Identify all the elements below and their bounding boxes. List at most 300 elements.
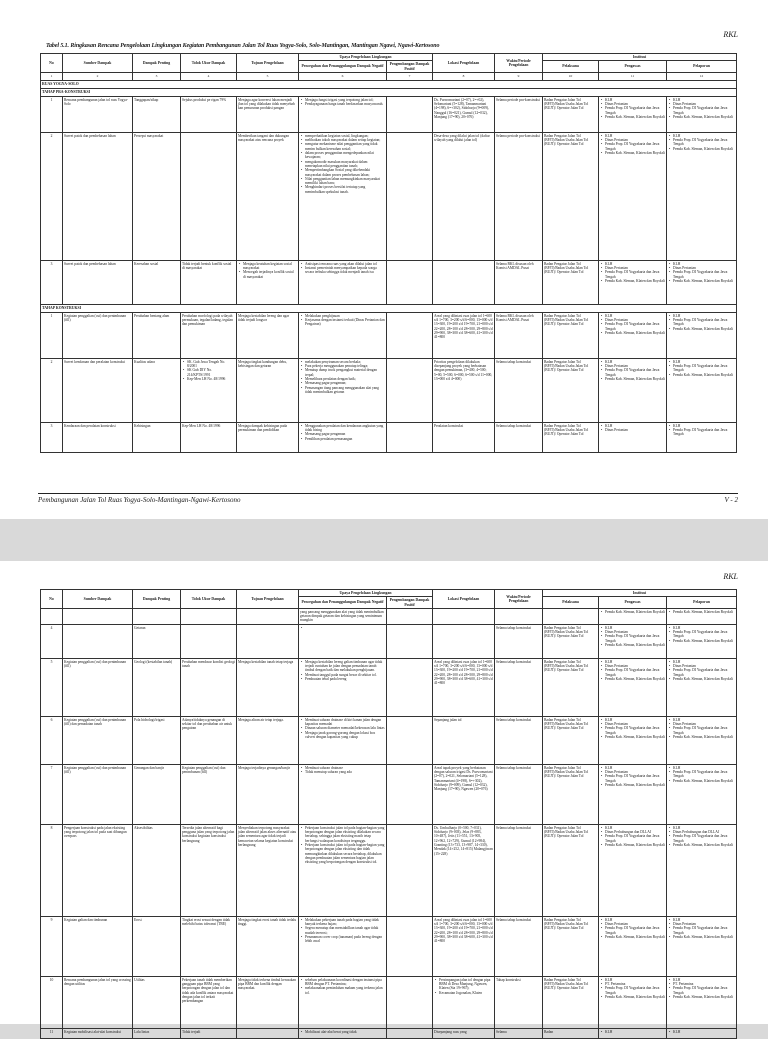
list-item: • Dinas Pertanian bbox=[605, 364, 665, 368]
cell-lokasi bbox=[433, 260, 495, 304]
col-header-lokasi: Lokasi Pengelolaan bbox=[433, 590, 495, 609]
list-item: • Pemda Kab. Sleman, Klaten dan Boyolali bbox=[673, 147, 735, 151]
cell-pengawas bbox=[599, 608, 667, 624]
table-row bbox=[41, 716, 737, 764]
list-item: • Pendayagunaan harga tanah berdasarkan musyawarah. bbox=[305, 102, 385, 106]
list-item: • Para pekerja menggunakan penutup telinga; bbox=[305, 364, 385, 368]
list-item: • Pemda Kab. Sleman, Klaten dan Boyolali bbox=[605, 935, 665, 939]
list-item: • Pekerjaan konstruksi jalan tol pada bagian-bagian yang berpotongan dengan jalan eksisting dilakukan secara bertahap, sehingga jalan eksisting masih tetap berfungsi walaupun kondisinya terganggu. bbox=[305, 826, 385, 843]
col-header-tolok: Tolok Ukur Dampak bbox=[181, 590, 237, 609]
list-item: • KLH bbox=[605, 98, 665, 102]
list-item: • Pemda Kab. Sleman, Klaten dan Boyolali bbox=[605, 643, 665, 647]
list-item: • Pemda Kab. Sleman, Klaten dan Boyolali bbox=[605, 279, 665, 283]
table-row bbox=[41, 132, 737, 260]
cell-pencegahan: yang pancang menggunakan alat yang tidak menimbulkan getaran dimpak getaran dan kebisingan yang seminimum mungkin bbox=[299, 608, 387, 624]
list-item: • KLH bbox=[673, 826, 735, 830]
pelaporan-list bbox=[668, 1030, 735, 1034]
cell-tujuan bbox=[237, 1028, 299, 1038]
rkl-table-1 bbox=[40, 53, 737, 453]
pengawas-list bbox=[600, 660, 665, 681]
col-header-pengawas: Pengawas bbox=[599, 61, 667, 73]
cell-pelaksana: Badan Pengatur Jalan Tol (BPJT)/Badan Usaha Jalan Tol (BUJT)/ Operator Jalan Tol bbox=[543, 132, 599, 260]
list-item: • KLH bbox=[673, 98, 735, 102]
list-item: • Dinas Pertanian bbox=[605, 138, 665, 142]
list-item: • Kep-Men LH No. 48/1996 bbox=[187, 377, 235, 381]
cell-tujuan: Menyediakan terpotong masyarakat jalan alternatif jalan akses alternatif atau jalan sementara agar tidak terjadi kemacetan selama kegiatan konstruksi berlangsung bbox=[237, 824, 299, 916]
cell-lokasi: Areal yang dilintasi ruas jalan tol 1=600 s/d 1=700, 3=200 s/d 6=000, 13=000 s/d 13=300, 19=200 s/d 19=700, 21=000 s/d 22=200, 28=100 s/d 28=500, 29=800 s/d 29=900, 38=300 s/d 38=600, 41=300 s/d 41=800 bbox=[433, 312, 495, 358]
list-item: • KLH bbox=[605, 360, 665, 364]
list-item: • Mempertimbangkan Sosial yang dikehendaki masyarakat dalam proses pembebasan lahan; bbox=[305, 168, 385, 177]
cell-tujuan: Menjaga aliran air tetap terjaga. bbox=[237, 716, 299, 764]
list-item: • Dinas Pertanian bbox=[605, 770, 665, 774]
pengawas-list bbox=[600, 718, 665, 739]
cell-pelaporan bbox=[667, 358, 737, 422]
cell-pelaksana: Badan Pengatur Jalan Tol (BPJT)/Badan Usaha Jalan Tol (BUJT)/ Operator Jalan Tol bbox=[543, 96, 599, 132]
list-item: • Dinas Pertanian bbox=[605, 266, 665, 270]
cell-pengawas bbox=[599, 976, 667, 1028]
cell-pengembangan bbox=[387, 1028, 433, 1038]
cell-waktu: Selama tahap konstruksi bbox=[495, 422, 543, 452]
list-item: • Pekerjaan konstruksi jalan tol pada bagian-bagian yang berpotongan dengan jalan eksisting dan tidak memungkinkan dilakukan secara bertahap, dilakukan dengan pembuatan jalan sementara bagian jalan eksisting yang berpotongan dengan konstruksi tol. bbox=[305, 843, 385, 864]
cell-pelaksana: Badan bbox=[543, 1028, 599, 1038]
list-item: • KLH bbox=[673, 1030, 735, 1034]
pelaporan-list bbox=[668, 314, 735, 331]
pengawas-list bbox=[600, 98, 665, 119]
col-header-dampak: Dampak Penting bbox=[133, 54, 181, 73]
list-item: • Melakukan penghijauan bbox=[305, 314, 385, 318]
cell-pencegahan bbox=[299, 422, 387, 452]
cell-pencegahan bbox=[299, 916, 387, 976]
list-item: • Membuat saluran drainase bbox=[305, 766, 385, 770]
cell-pengembangan bbox=[387, 608, 433, 624]
cell-sumber: Kegiatan penggalian (cut) dan penimbunan (fill) bbox=[63, 658, 133, 716]
cell-tujuan bbox=[237, 624, 299, 658]
pelaporan-list bbox=[668, 98, 735, 119]
list-item: • melaksanakan pemindahan makam yang terkena jalan tol. bbox=[305, 986, 385, 995]
cell-pencegahan bbox=[299, 312, 387, 358]
list-item: • Dinas Pertanian bbox=[673, 266, 735, 270]
cell-pengembangan bbox=[387, 824, 433, 916]
cell-sumber: Pengerjaan konstruksi pada jalan eksisting yang terpotong jalan tol pada saat dibangun overpass bbox=[63, 824, 133, 916]
pengawas-list bbox=[600, 1030, 665, 1034]
pengawas-list bbox=[600, 626, 665, 647]
cell-sumber: Kegiatan penggalian (cut) dan penimbunan (fill) bbox=[63, 764, 133, 824]
column-number: 3 bbox=[133, 72, 181, 80]
list-item: • Pemda Prop. DI Yogyakarta dan Jawa Tengah bbox=[605, 834, 665, 843]
cell-pengembangan bbox=[387, 658, 433, 716]
list-item: • Pemda Kab. Sleman, Klaten dan Boyolali bbox=[605, 735, 665, 739]
cell-pelaporan bbox=[667, 608, 737, 624]
cell-pelaporan bbox=[667, 422, 737, 452]
column-number: 8 bbox=[433, 72, 495, 80]
cell-waktu: Tahap konstruksi bbox=[495, 976, 543, 1028]
cell-pencegahan bbox=[299, 1028, 387, 1038]
list-item: • Pemda Prop. DI Yogyakarta dan Jawa Tengah bbox=[673, 270, 735, 279]
cell-waktu: Selama tahap konstruksi bbox=[495, 764, 543, 824]
cell-tolok: Kep-Men LH No. 48/1996 bbox=[181, 422, 237, 452]
table-title: Tabel 5.1. Ringkasan Rencana Pengelolaan Lingkungan Kegiatan Pembangunan Jalan Tol Ruas Yogya-Solo, Solo-Mantingan, Mantingan Ngawi, Ngawi-Kertosono bbox=[46, 43, 440, 49]
section-row-ruas: RUAS YOGYA-SOLO bbox=[41, 80, 737, 88]
list-item: • Pemda Kab. Sleman, Klaten dan Boyolali bbox=[605, 377, 665, 381]
list-item: • Kerjasama dengan instansi terkait (Dinas Pertanian dan Pengairan) bbox=[305, 318, 385, 327]
col-header-sumber: Sumber Dampak bbox=[63, 590, 133, 609]
list-item: • Pemda Kab. Sleman, Klaten dan Boyolali bbox=[673, 935, 735, 939]
cell-pengawas bbox=[599, 824, 667, 916]
cell-lokasi: Sepanjang jalan tol bbox=[433, 716, 495, 764]
page-gap bbox=[0, 519, 768, 561]
tolok-list bbox=[182, 360, 235, 381]
list-item: • KLH bbox=[605, 626, 665, 630]
list-item: • Menggunakan peralatan dan kendaraan angkutan yang tidak bising bbox=[305, 424, 385, 433]
cell-lokasi: Peralatan konstruksi bbox=[433, 422, 495, 452]
cell-dampak: Utilitas bbox=[133, 976, 181, 1028]
list-item: • Pemda Prop. DI Yogyakarta dan Jawa Tengah bbox=[673, 726, 735, 735]
list-item: • melibatkan tokoh masyarakat dalam setiap kegiatan; bbox=[305, 138, 385, 142]
running-header: RKL bbox=[723, 30, 738, 39]
list-item: • Pemda Kab. Sleman, Klaten dan Boyolali bbox=[605, 677, 665, 681]
page-footer bbox=[38, 493, 738, 504]
cell-pelaksana: Badan Pengatur Jalan Tol (BPJT)/Badan Usaha Jalan Tol (BUJT)/ Operator Jalan Tol bbox=[543, 824, 599, 916]
list-item: • KLH bbox=[673, 766, 735, 770]
cell-pengawas bbox=[599, 260, 667, 304]
cell-sumber: Kendaraan dan peralatan konstruksi bbox=[63, 422, 133, 452]
cell-tujuan: Menjaga tingkat erosi tanah tidak terlalu tinggi. bbox=[237, 916, 299, 976]
pencegahan-list bbox=[300, 918, 385, 944]
list-item: • PT. Pertamina bbox=[673, 982, 735, 986]
list-item: • Segera menutup dan menstabilkan tanah agar tidak mudah tererosi; bbox=[305, 926, 385, 935]
list-item: • Pemda Kab. Sleman, Klaten dan Boyolali bbox=[605, 995, 665, 999]
cell-pencegahan bbox=[299, 260, 387, 304]
cell-dampak: Pola hidrologi/irigasi bbox=[133, 716, 181, 764]
pencegahan-list bbox=[300, 424, 385, 441]
list-item: • Penanaman cover crop (tanaman) pada lereng dengan lebih awal bbox=[305, 935, 385, 944]
cell-sumber: Kegiatan galian dan timbunan bbox=[63, 916, 133, 976]
pengawas-list bbox=[600, 360, 665, 381]
cell-sumber: Rencana pembangunan jalan tol yang crossing dengan utilitas bbox=[63, 976, 133, 1028]
pencegahan-list bbox=[300, 766, 385, 775]
list-item: • Instansi pemerintah menyampaikan kepada warga secara terbuka sehingga tidak menjadi tanah isu bbox=[305, 266, 385, 275]
column-number: 2 bbox=[63, 72, 133, 80]
list-item: • Dinas Pertanian bbox=[673, 664, 735, 668]
list-item: • sebelum pelaksanaan koordinasi dengan instansi pipa BBM dengan PT. Pertamina; bbox=[305, 978, 385, 987]
list-item: • KLH bbox=[605, 718, 665, 722]
list-item: • Dinas Pertanian bbox=[605, 722, 665, 726]
table-row bbox=[41, 608, 737, 624]
cell-no: 11 bbox=[41, 1028, 63, 1038]
cell-tujuan: Menjaga dampak kebisingan pada permukiman dan pendidikan bbox=[237, 422, 299, 452]
list-item: • Pemda Prop. DI Yogyakarta dan Jawa Tengah bbox=[673, 106, 735, 115]
column-number-row bbox=[41, 72, 737, 80]
col-header-lokasi: Lokasi Pengelolaan bbox=[433, 54, 495, 73]
cell-pelaporan bbox=[667, 624, 737, 658]
cell-pelaksana: Badan Pengatur Jalan Tol (BPJT)/Badan Usaha Jalan Tol (BUJT)/ Operator Jalan Tol bbox=[543, 716, 599, 764]
pencegahan-list bbox=[300, 314, 385, 327]
col-header-pengembangan: Pengembangan Dampak Positif bbox=[387, 597, 433, 609]
list-item: • Pemda Kab. Sleman, Klaten dan Boyolali bbox=[673, 677, 735, 681]
list-item: • Dinas Perhubungan dan DLLAJ bbox=[605, 830, 665, 834]
list-item: • melakukan penyiraman secara berkala; bbox=[305, 360, 385, 364]
column-number: 11 bbox=[599, 72, 667, 80]
cell-dampak: Lalu lintas bbox=[133, 1028, 181, 1038]
cell-lokasi: Ds. Purwomartani (2=07), 2=+02), Selomartani (5=128), Tamanmartani (4=198), 6=+302), Sidoharjo (9=009), Nanggul (16=021), Gumul (12=032), Manjung (17=90), 20+076) bbox=[433, 96, 495, 132]
pengawas-list bbox=[600, 978, 665, 999]
table-row bbox=[41, 624, 737, 658]
cell-tolok: Perubahan morfologi pada wilayah permukaan, tegalan/ladang, tegalan dan pemukiman bbox=[181, 312, 237, 358]
cell-pelaporan bbox=[667, 764, 737, 824]
cell-pelaksana bbox=[543, 608, 599, 624]
cell-tujuan: Menjaga tidak terkena timbul kerusakan pipa BBM dan konflik dengan masyarakat. bbox=[237, 976, 299, 1028]
cell-waktu: Selama BKL disusun oleh Komisi AMDAL Pusat bbox=[495, 260, 543, 304]
col-header-institusi: Institusi bbox=[543, 590, 737, 597]
cell-pelaporan bbox=[667, 716, 737, 764]
cell-waktu bbox=[495, 608, 543, 624]
cell-pengawas bbox=[599, 132, 667, 260]
pengawas-list bbox=[600, 424, 665, 433]
col-header-no: No bbox=[41, 590, 63, 609]
cell-lokasi bbox=[433, 624, 495, 658]
list-item: • Melakukan pekerjaan tanah pada bagian yang tidak banyak terkena hujan; bbox=[305, 918, 385, 927]
pencegahan-list bbox=[300, 1030, 385, 1034]
table-row bbox=[41, 916, 737, 976]
cell-sumber: Survei patok dan pembebasan lahan bbox=[63, 260, 133, 304]
header-row bbox=[41, 590, 737, 597]
cell-dampak: Perubahan bentang alam bbox=[133, 312, 181, 358]
pelaporan-list bbox=[668, 424, 735, 437]
list-item: • Dinas Pertanian bbox=[605, 630, 665, 634]
list-item: • SK. Gub Jawa Tengah No. 8/2001 bbox=[187, 360, 235, 369]
col-header-pelaporan: Pelaporan bbox=[667, 597, 737, 609]
cell-pelaksana: Badan Pengatur Jalan Tol (BPJT)/Badan Usaha Jalan Tol (BUJT)/ Operator Jalan Tol bbox=[543, 916, 599, 976]
list-item: • Menjaga kestabilan lereng galian timbunan agar tidak terjadi runtuhan ke jalan dengan pemadatan tanah timbul dengan baik dan melakukan penghijauan. bbox=[305, 660, 385, 673]
cell-waktu: Selama BKL disusun oleh Komisi AMDAL Pusat bbox=[495, 312, 543, 358]
list-item: • KLH bbox=[605, 134, 665, 138]
list-item: • KLH bbox=[673, 134, 735, 138]
pelaporan-list bbox=[668, 826, 735, 847]
cell-sumber: Survei patok dan pembebasan lahan bbox=[63, 132, 133, 260]
cell-pencegahan bbox=[299, 132, 387, 260]
col-header-pengawas: Pengawas bbox=[599, 597, 667, 609]
cell-sumber: Kegiatan penggalian (cut) dan penimbunan (fill) bbox=[63, 312, 133, 358]
col-header-tolok: Tolok Ukur Dampak bbox=[181, 54, 237, 73]
pencegahan-list bbox=[300, 978, 385, 995]
list-item: • Dinas Pertanian bbox=[605, 102, 665, 106]
cell-pengembangan bbox=[387, 260, 433, 304]
cell-waktu: Selama tahap konstruksi bbox=[495, 658, 543, 716]
list-item: • Pemda Prop. DI Yogyakarta dan Jawa Tengah bbox=[673, 428, 735, 437]
cell-pengawas bbox=[599, 716, 667, 764]
cell-sumber: Kegiatan mobilisasi alat-alat konstruksi bbox=[63, 1028, 133, 1038]
col-header-waktu: Waktu/Periode Pengelolaan bbox=[495, 54, 543, 73]
cell-waktu: Selama periode pra-konstruksi bbox=[495, 132, 543, 260]
cell-no: 9 bbox=[41, 916, 63, 976]
cell-tolok: Perubahan mendasar kondisi geologi tanah bbox=[181, 658, 237, 716]
cell-lokasi bbox=[433, 608, 495, 624]
list-item: • Mobilisasi alat-alat berat yang tidak bbox=[305, 1030, 385, 1034]
list-item: • Pemda Kab. Sleman, Klaten dan Boyolali bbox=[673, 610, 735, 614]
column-number: 6 bbox=[299, 72, 387, 80]
table-row bbox=[41, 422, 737, 452]
cell-tujuan: Menjaga agar konversi lahan menjadi jlan tol yang dilakukan tidak menyebab kan penurunan produksi pangan bbox=[237, 96, 299, 132]
cell-lokasi: Disepanjang ruas yang bbox=[433, 1028, 495, 1038]
pengawas-list bbox=[600, 766, 665, 787]
list-item: • Pemda Kab. Sleman, Klaten dan Boyolali bbox=[673, 995, 735, 999]
table-row bbox=[41, 976, 737, 1028]
lokasi-list bbox=[434, 978, 493, 995]
list-item: • Tidak menutup saluran yang ada bbox=[305, 770, 385, 774]
list-item: • KLH bbox=[605, 766, 665, 770]
list-item: • Pemda Prop. DI Yogyakarta dan Jawa Tengah bbox=[605, 726, 665, 735]
list-item: • Dinaan saluran diameter memadai/kekerasan lalu lintas bbox=[305, 726, 385, 730]
cell-tujuan: Memberikan tangani dan dukungan masyarakat atas rencana proyek bbox=[237, 132, 299, 260]
list-item: • Pemda Prop. DI Yogyakarta dan Jawa Tengah bbox=[605, 322, 665, 331]
cell-tujuan: Menjaga kestabilan tanah tetap terjaga bbox=[237, 658, 299, 716]
col-header-upaya: Upaya Pengelolaan Lingkungan bbox=[299, 54, 433, 61]
pengawas-list bbox=[600, 610, 665, 614]
list-item: • KLH bbox=[673, 660, 735, 664]
cell-tolok bbox=[181, 624, 237, 658]
list-item: • Dinas Pertanian bbox=[673, 722, 735, 726]
cell-pelaporan bbox=[667, 824, 737, 916]
cell-no: 3 bbox=[41, 422, 63, 452]
stage-row-pra-konstruksi: TAHAP PRA-KONSTRUKSI bbox=[41, 88, 737, 96]
cell-tolok bbox=[181, 132, 237, 260]
cell-pelaporan bbox=[667, 260, 737, 304]
table-row bbox=[41, 96, 737, 132]
list-item: • Pemda Prop. DI Yogyakarta dan Jawa Tengah bbox=[605, 270, 665, 279]
cell-pengembangan bbox=[387, 624, 433, 658]
pengawas-list bbox=[600, 918, 665, 939]
list-item: • Membuat saluran drainase di kiri kanan jalan dengan kapasitas memadai bbox=[305, 718, 385, 727]
pengawas-list bbox=[600, 134, 665, 155]
column-number: 12 bbox=[667, 72, 737, 80]
cell-pengawas bbox=[599, 658, 667, 716]
cell-tolok: Tidak terjadi bbox=[181, 1028, 237, 1038]
cell-tolok: Adanya/tidaknya genangan di sekitar tol dan perubahan air untuk pengairan bbox=[181, 716, 237, 764]
cell-pengawas bbox=[599, 764, 667, 824]
list-item: • Pemda Prop. DI Yogyakarta dan Jawa Tengah bbox=[673, 834, 735, 843]
pencegahan-list bbox=[300, 718, 385, 739]
pencegahan-list bbox=[300, 660, 385, 681]
table-row bbox=[41, 312, 737, 358]
cell-tujuan: Menjaga kestabilan lereng dan agar tidak terjadi longsor bbox=[237, 312, 299, 358]
cell-lokasi: Prioritas pengelolaan dilakukan disepanjang proyek yang berbatasan dengan pemukiman, (3=400, 4=500; 5=00, 5=500, 6=000, 6=500 s/d 11=000, 13=000 s/d 4=000) bbox=[433, 358, 495, 422]
cell-pelaksana: Badan Pengatur Jalan Tol (BPJT)/Badan Usaha Jalan Tol (BUJT)/ Operator Jalan Tol bbox=[543, 312, 599, 358]
cell-dampak: Kualitas udara bbox=[133, 358, 181, 422]
cell-lokasi: Areal yang dilintasi ruas jalan tol 1=600 s/d 1=700, 3=200 s/d 6=000, 13=000 s/d 13=300, 19=200 s/d 19=700, 21=000 s/d 22=200, 28=100 s/d 28=500, 29=800 s/d 29=900, 38=300 s/d 38=600, 41=300 s/d 41=800 bbox=[433, 916, 495, 976]
list-item: • Antisipasi rencana ruas yang akan dilalui jalan tol bbox=[305, 262, 385, 266]
list-item: • dalam proses penggantian mengedepankan nilai kewajaran; bbox=[305, 151, 385, 160]
cell-lokasi: Areal yang dilintasi ruas jalan tol 1=600 s/d 1=700, 3=200 s/d 6=000, 13=000 s/d 13=300, 19=200 s/d 19=700, 21=000 s/d 22=200, 28=100 s/d 28=500, 29=800 s/d 29=900, 38=300 s/d 38=600, 41=300 s/d 41=800 bbox=[433, 658, 495, 716]
list-item: • Menjaga fungsi irigasi yang terpotong jalan tol; bbox=[305, 98, 385, 102]
cell-tujuan: Menjaga tingkat kandungan debu, kebisingan dan getaran bbox=[237, 358, 299, 422]
header-row bbox=[41, 54, 737, 61]
col-header-institusi: Institusi bbox=[543, 54, 737, 61]
list-item: • Pemda Prop. DI Yogyakarta dan Jawa Tengah bbox=[605, 986, 665, 995]
cell-pengawas bbox=[599, 96, 667, 132]
list-item: • Pemda Prop. DI Yogyakarta dan Jawa Tengah bbox=[673, 138, 735, 147]
cell-pelaksana: Badan Pengatur Jalan Tol (BPJT)/Badan Usaha Jalan Tol (BUJT)/ Operator Jalan Tol bbox=[543, 764, 599, 824]
pencegahan-list bbox=[300, 98, 385, 107]
cell-pengembangan bbox=[387, 764, 433, 824]
pelaporan-list bbox=[668, 660, 735, 681]
pelaporan-list bbox=[668, 918, 735, 939]
list-item: • KLH bbox=[673, 626, 735, 630]
cell-waktu: Selama bbox=[495, 1028, 543, 1038]
col-header-pelaporan: Pelaporan bbox=[667, 61, 737, 73]
cell-pelaksana: Badan Pengatur Jalan Tol (BPJT)/Badan Usaha Jalan Tol (BUJT)/ Operator Jalan Tol bbox=[543, 658, 599, 716]
pelaporan-list bbox=[668, 718, 735, 739]
col-header-waktu: Waktu/Periode Pengelolaan bbox=[495, 590, 543, 609]
table-row bbox=[41, 358, 737, 422]
col-header-tujuan: Tujuan Pengelolaan bbox=[237, 54, 299, 73]
col-header-sumber: Sumber Dampak bbox=[63, 54, 133, 73]
pencegahan-list bbox=[300, 826, 385, 865]
table-row bbox=[41, 764, 737, 824]
column-number: 1 bbox=[41, 72, 63, 80]
list-item: • Pemda Kab. Sleman, Klaten dan Boyolali bbox=[605, 151, 665, 155]
list-item: • Pemda Prop. DI Yogyakarta dan Jawa Tengah bbox=[673, 926, 735, 935]
cell-pencegahan bbox=[299, 624, 387, 658]
list-item: • Dinas Pertanian bbox=[605, 922, 665, 926]
cell-pelaksana: Badan Pengatur Jalan Tol (BPJT)/Badan Usaha Jalan Tol (BUJT)/ Operator Jalan Tol bbox=[543, 422, 599, 452]
list-item: • Pemda Prop. DI Yogyakarta dan Jawa Tengah bbox=[673, 630, 735, 639]
cell-pelaporan bbox=[667, 916, 737, 976]
cell-lokasi: Desa-desa yang dilalui jalan tol (daftar wilayah yang dilalui jalan tol) bbox=[433, 132, 495, 260]
cell-pencegahan bbox=[299, 716, 387, 764]
cell-no: 1 bbox=[41, 312, 63, 358]
list-item: • KLH bbox=[605, 826, 665, 830]
cell-tolok bbox=[181, 358, 237, 422]
pencegahan-list bbox=[300, 262, 385, 275]
cell-waktu: Selama tahap konstruksi bbox=[495, 358, 543, 422]
cell-pengembangan bbox=[387, 976, 433, 1028]
list-item: • memperhatikan kegiatan sosial, lingkungan; bbox=[305, 134, 385, 138]
cell-tolok bbox=[181, 608, 237, 624]
list-item: • Pemda Kab. Sleman, Klaten dan Boyolali bbox=[605, 610, 665, 614]
list-item: • Membuat tanggul pada sungai besar di sekitar tol. bbox=[305, 673, 385, 677]
list-item: • mengakomodir masukan masyarakat dalam menetapkan nilai penggantian tanah; bbox=[305, 160, 385, 169]
list-item: • Dinas Perhubungan dan DLLAJ bbox=[673, 830, 735, 834]
page-number: V - 2 bbox=[724, 496, 738, 504]
cell-tolok: Tingkat erosi sesuai dengan tidak melebihi batas toleransi (TBE) bbox=[181, 916, 237, 976]
list-item: • Menjaga jarak gorong-gorong dengan lokasi box culvert dengan kapasitas yang cukup bbox=[305, 731, 385, 740]
cell-waktu: Selama tahap konstruksi bbox=[495, 624, 543, 658]
list-item: • Pemda Prop. DI Yogyakarta dan Jawa Tengah bbox=[605, 142, 665, 151]
pengawas-list bbox=[600, 826, 665, 847]
list-item: • Pemda Kab. Sleman, Klaten dan Boyolali bbox=[673, 779, 735, 783]
cell-pelaporan bbox=[667, 658, 737, 716]
table-row bbox=[41, 824, 737, 916]
list-item: • SK Gub DIY No. 214/KPTS/1991 bbox=[187, 368, 235, 377]
list-item: • KLH bbox=[605, 660, 665, 664]
list-item: • Persimpangan jalan tol dengan pipa BBM di Desa Manjung, Ngawen, Klaten (Sta 19+967); bbox=[439, 978, 493, 991]
list-item: • KLH bbox=[605, 918, 665, 922]
cell-pengawas bbox=[599, 916, 667, 976]
cell-pengembangan bbox=[387, 96, 433, 132]
cell-tolok: Sejulus produksi pe rigan 79% bbox=[181, 96, 237, 132]
cell-pelaporan bbox=[667, 312, 737, 358]
col-header-pelaksana: Pelaksana bbox=[543, 61, 599, 73]
cell-no bbox=[41, 608, 63, 624]
pengawas-list bbox=[600, 314, 665, 335]
list-item: • Menghindari proses bersifat tertutup yang menimbulkan spekulasi tanah. bbox=[305, 185, 385, 194]
col-header-upaya: Upaya Pengelolaan Lingkungan bbox=[299, 590, 433, 597]
cell-pengembangan bbox=[387, 132, 433, 260]
cell-lokasi: Ds. Umbulharjo (0+500, 7+031), Sidoharjo (9+003), Jelas (9+883, 10+487), Jetis (11+551, 13+905, 12+962, 12+729), Gumul (12+984), Granting (13+733, 13+987, 14+330), Mendak (14+252, 14+815) Malangjiwan (15+228) bbox=[433, 824, 495, 916]
list-item: • Pemda Prop. DI Yogyakarta dan Jawa Tengah bbox=[605, 668, 665, 677]
list-item: • Pemda Prop. DI Yogyakarta dan Jawa Tengah bbox=[605, 634, 665, 643]
stage-row-konstruksi: TAHAP KONSTRUKSI bbox=[41, 304, 737, 312]
